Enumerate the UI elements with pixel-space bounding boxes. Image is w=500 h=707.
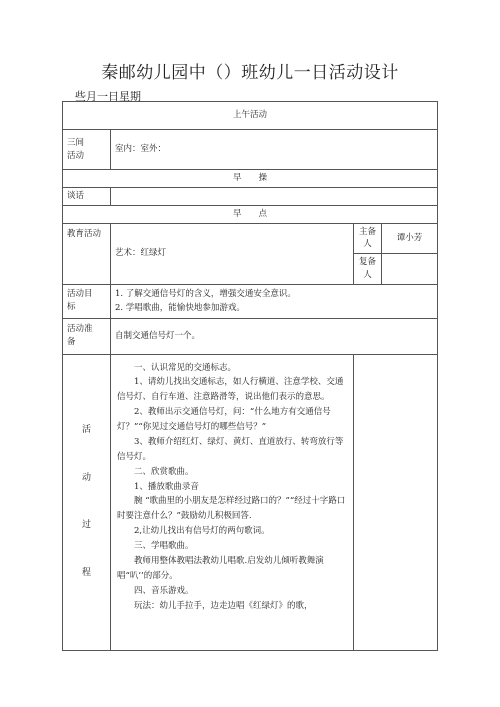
date-line: 些月一日星期 xyxy=(75,90,141,103)
process-line: 一、认识常见的交通标志。 xyxy=(134,362,237,373)
morning-activity-header: 上午活动 xyxy=(63,102,438,130)
co-preparer-value xyxy=(382,254,438,285)
process-line: 教师用整体教唱法教幼儿唱歌.启发幼儿倾听教舞演唱“叭’’的部分。 xyxy=(117,555,324,581)
process-line: 三、学唱歌曲。 xyxy=(134,541,194,551)
talk-value xyxy=(111,188,438,206)
morning-exercise-header: 早 操 xyxy=(63,170,438,188)
main-preparer-value: 谭小芳 xyxy=(382,223,438,254)
activity-table xyxy=(62,101,438,651)
co-preparer-label: 复备人 xyxy=(354,254,382,285)
process-label-char: 过 xyxy=(81,520,91,530)
activity-goals xyxy=(111,284,438,318)
process-line: 二、欣赏歌曲。 xyxy=(134,466,194,477)
process-line: 腕 “歌曲里的小朋友是怎样经过路口的？”“经过十字路口时要注意什么？”鼓励幼儿积极回答. xyxy=(117,496,346,522)
activity-prep-value: 自制交通信号灯一个。 xyxy=(111,318,438,354)
education-activity-label: 教育活动 xyxy=(63,223,111,284)
process-line: 3、教师介绍红灯、绿灯、黄灯、直道放行、转弯放行等信号灯。 xyxy=(117,436,344,462)
three-activities-label: 三间 活动 xyxy=(63,130,111,170)
process-label-char: 程 xyxy=(81,567,91,578)
activity-process-content xyxy=(111,354,354,650)
talk-label: 谈话 xyxy=(63,188,111,206)
activity-goal-label: 活动目 标 xyxy=(63,284,111,318)
process-label-char: 动 xyxy=(81,472,91,483)
activity-process-label xyxy=(63,354,111,650)
process-line: 2、教师出示交通信号灯，问：“什么地方有交通信号灯？”“你见过交通信号灯的哪些信号？” xyxy=(117,407,331,432)
process-line: 1、播放歌曲录音 xyxy=(134,481,199,492)
education-activity-value: 艺术：红绿灯 xyxy=(111,223,354,284)
document-title: 秦邮幼儿园中（）班幼儿一日活动设计 xyxy=(101,63,399,83)
main-preparer-label: 主备人 xyxy=(354,223,382,254)
process-line: 1、请幼儿找出交通标志，如人行横道、注意学校、交通信号灯、自行车道、注意路滑等，说出他们表示的意思。 xyxy=(117,377,344,403)
activity-prep-label: 活动准 备 xyxy=(63,318,111,354)
goal-item: 2. 学唱歌曲，能愉快地参加游戏。 xyxy=(115,302,245,313)
process-notes-blank xyxy=(354,354,438,650)
three-activities-value: 室内：室外： xyxy=(111,130,438,170)
process-label-char: 活 xyxy=(81,425,91,435)
process-line: 玩法：幼儿手拉手，边走边唱《红绿灯》的歌， xyxy=(134,600,313,611)
goal-item: 1. 了解交通信号灯的含义，增强交通安全意识。 xyxy=(115,288,296,299)
snack-header: 早 点 xyxy=(63,205,438,223)
process-line: 2,让幼儿找出有信号灯的两句歌词。 xyxy=(134,526,270,537)
process-line: 四、音乐游戏。 xyxy=(134,585,194,596)
